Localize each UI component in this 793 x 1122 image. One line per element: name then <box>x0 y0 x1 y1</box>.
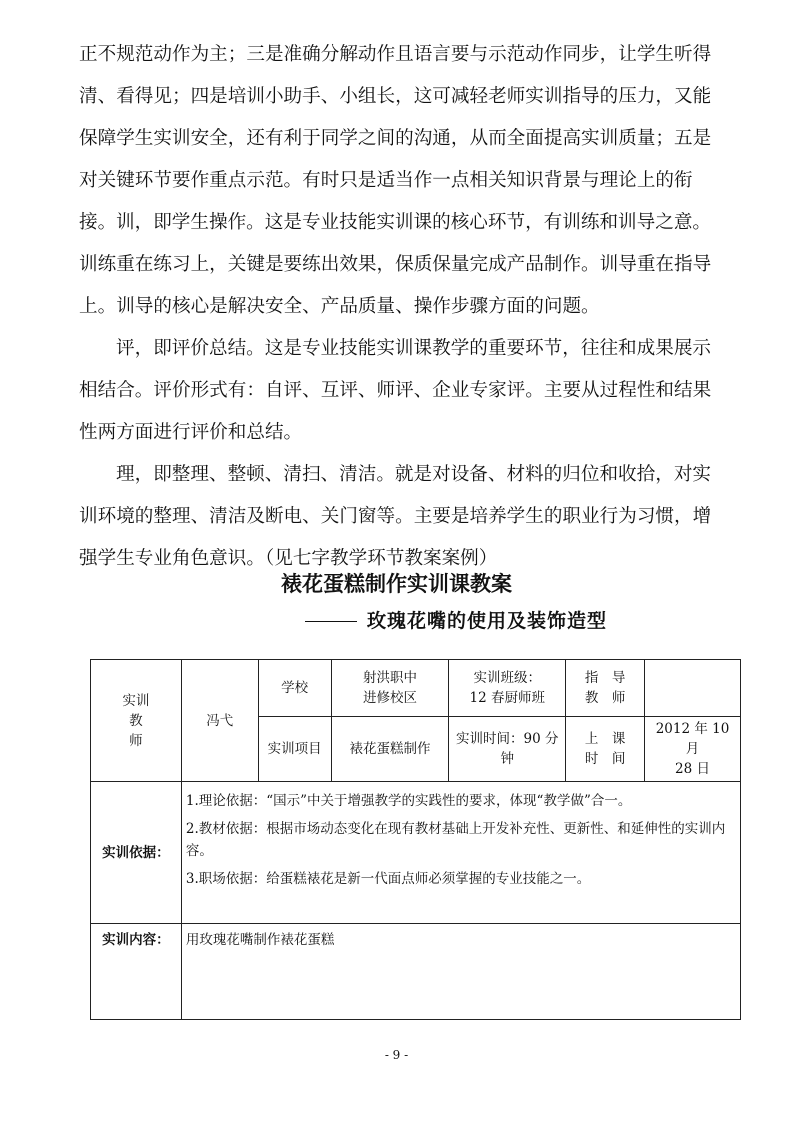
content-value: 用玫瑰花嘴制作裱花蛋糕 <box>181 924 740 1020</box>
instructor-value <box>645 660 741 717</box>
subtitle-text: 玫瑰花嘴的使用及装饰造型 <box>367 610 608 632</box>
basis-item: 2.教材依据：根据市场动态变化在现有教材基础上开发补充性、更新性、和延伸性的实训内容。 <box>185 821 726 859</box>
instructor-label: 指 导 教 师 <box>566 660 645 717</box>
class-label-value: 实训班级： 12 春厨师班 <box>449 660 566 717</box>
basis-label: 实训依据： <box>91 782 182 924</box>
project-value: 裱花蛋糕制作 <box>331 717 449 782</box>
paragraph-organize: 理，即整理、整顿、清扫、清洁。就是对设备、材料的归位和收拾，对实训环境的整理、清洁及断电、关门窗等。主要是培养学生的职业行为习惯，增强学生专业角色意识。（见七字教学环节教案案例） <box>79 464 712 569</box>
class-time-value: 2012 年 10 月 28 日 <box>645 717 741 782</box>
school-value: 射洪职中 进修校区 <box>331 660 449 717</box>
basis-item: 3.职场依据：给蛋糕裱花是新一代面点师必须掌握的专业技能之一。 <box>185 871 591 887</box>
lesson-plan-table <box>90 659 741 1020</box>
project-label: 实训项目 <box>258 717 331 782</box>
paragraph-continued: 正不规范动作为主；三是准确分解动作且语言要与示范动作同步，让学生听得清、看得见；四是培训小助手、小组长，这可减轻老师实训指导的压力，又能保障学生实训安全，还有利于同学之间的沟通，从而全面提高实训质量；五是对关键环节要作重点示范。有时只是适当作一点相关知识背景与理论上的衔接。 <box>79 44 712 233</box>
teacher-label: 实训 教 师 <box>91 660 182 782</box>
paragraph-train: 训，即学生操作。这是专业技能实训课的核心环节，有训练和训导之意。训练重在练习上，关键是要练出效果，保质保量完成产品制作。训导重在指导上。训导的核心是解决安全、产品质量、操作步骤方面的问题。 <box>79 212 712 317</box>
lesson-plan-subtitle <box>305 606 607 633</box>
class-time-label: 上 课 时 间 <box>566 717 645 782</box>
lesson-plan-title: 裱花蛋糕制作实训课教案 <box>281 572 512 596</box>
content-label: 实训内容： <box>91 924 182 1020</box>
paragraph-evaluate: 评，即评价总结。这是专业技能实训课教学的重要环节，往往和成果展示相结合。评价形式有：自评、互评、师评、企业专家评。主要从过程性和结果性两方面进行评价和总结。 <box>79 338 712 443</box>
page-number: - 9 - <box>384 1048 409 1062</box>
teacher-name: 冯弋 <box>181 660 258 782</box>
basis-content <box>181 782 740 924</box>
school-label: 学校 <box>258 660 331 717</box>
duration: 实训时间：90 分钟 <box>449 717 566 782</box>
basis-item: 1.理论依据：“国示”中关于增强教学的实践性的要求，体现“教学做”合一。 <box>185 793 632 809</box>
subtitle-dash <box>305 621 357 622</box>
